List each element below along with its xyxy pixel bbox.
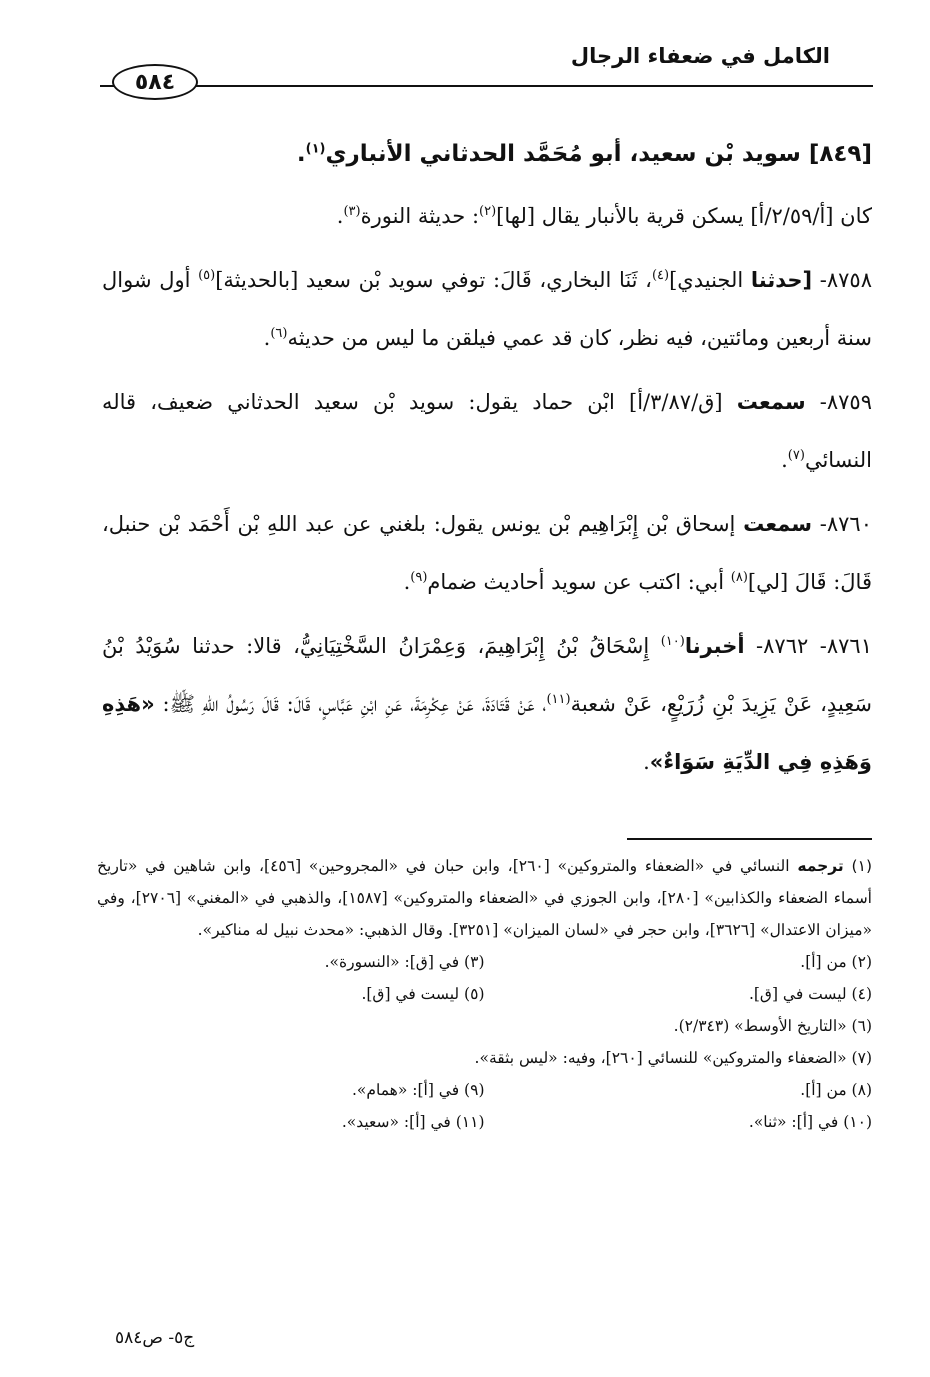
- footnote-8: (٨) من [أ].: [800, 1081, 872, 1099]
- entry-title: [102, 125, 872, 183]
- footnote-row: [97, 1074, 872, 1106]
- footnote-ref: (٣): [343, 204, 361, 219]
- entry-intro: [102, 187, 872, 245]
- footnote-3: (٣) في [ق]: «النسورة».: [324, 953, 485, 971]
- footnote-row: [97, 1106, 872, 1138]
- footnotes: [97, 850, 872, 1138]
- narration-end: .: [643, 750, 650, 774]
- footnote-ref: (١): [305, 141, 326, 157]
- intro-end: .: [336, 204, 344, 228]
- footnote-7: (٧) «الضعفاء والمتروكين» للنسائي [٢٦٠]، وفيه: «ليس بثقة».: [474, 1049, 872, 1067]
- entry-title-end: .: [296, 141, 306, 167]
- narration-keyword: سمعت: [743, 512, 812, 536]
- entry-title-text: [٨٤٩] سويد بْن سعيد، أبو مُحَمَّد الحدثاني الأنباري: [325, 141, 872, 167]
- narration-number: ٨٧٥٨-: [819, 268, 872, 292]
- narration-end: .: [781, 448, 788, 472]
- narration-8759: [102, 373, 872, 489]
- hadith-text: «هَذِهِ وَهَذِهِ فِي الدِّيَةِ سَوَاءٌ»: [102, 692, 872, 774]
- narration-keyword: سمعت: [736, 390, 806, 414]
- narration-number: ٨٧٦١- ٨٧٦٢-: [756, 634, 872, 658]
- narration-text: أول شوال سنة أربعين ومائتين، فيه نظر، كان قد عمي فيلقن ما ليس من حديثه: [102, 268, 872, 350]
- narration-text: ، عَنْ قَتَادَةَ، عَنْ عِكْرِمَةَ، عَنِ ابْنِ عَبَّاسٍ، قَالَ: قَالَ رَسُولُ اللهِ ﷺ:: [154, 692, 547, 716]
- page-reference: ج٥- ص٥٨٤: [115, 1328, 195, 1348]
- narration-text: [ق/٣/٨٧/أ] ابْن حماد يقول: سويد بْن سعيد الحدثاني ضعيف، قاله النسائي: [102, 390, 872, 472]
- footnote-ref: (٧): [787, 448, 805, 463]
- footnote-ref: (٩): [410, 570, 428, 585]
- footnote-ref: (٢): [479, 204, 497, 219]
- narration-end: .: [403, 570, 411, 594]
- footnote-text: النسائي في «الضعفاء والمتروكين» [٢٦٠]، وابن حبان في «المجروحين» [٤٥٦]، وابن شاهين في «تاريخ أسماء الضعفاء والكذابين» [٢٨٠]، وابن الجوزي في «الضعفاء والمتروكين» [١٥٨٧]، والذهبي في «المغني» [٢٧٠٦]، وفي «ميزان الاعتدال» [٣٦٢٦]، وابن حجر في «لسان الميزان» [٣٢٥١]. وقال الذهبي: «محدث نبيل له مناكير».: [97, 857, 872, 939]
- footnote-ref: (٦): [270, 326, 288, 341]
- narration-end: .: [263, 326, 271, 350]
- narration-text: أبي: اكتب عن سويد أحاديث ضمام: [427, 570, 731, 594]
- footnote-ref: (٥): [198, 268, 216, 283]
- footnote-5: (٥) ليست في [ق].: [361, 985, 485, 1003]
- narration-text: إِسْحَاقُ بْنُ إِبْرَاهِيمَ، وَعِمْرَانُ السَّخْتِيَانِيُّ، قالا: حدثنا سُوَيْدُ بْنُ سَعِيدٍ، عَنْ يَزِيدَ بْنِ زُرَيْعٍ، عَنْ شعبة: [102, 634, 873, 716]
- main-text: [102, 125, 872, 797]
- footnote-ref: (٤): [651, 268, 670, 283]
- footnote-row: [97, 946, 872, 978]
- narration-8761: [102, 617, 872, 791]
- footnote-row: [97, 978, 872, 1010]
- narration-text: إسحاق بْن إِبْرَاهِيم بْن يونس يقول: بلغني عن عبد اللهِ بْن أَحْمَد بْن حنبل، قَالَ: قَالَ [لي]: [102, 512, 872, 594]
- footnote-number: (١): [851, 857, 872, 875]
- narration-number: ٨٧٥٩-: [819, 390, 872, 414]
- footnote-separator: [627, 838, 872, 840]
- footnote-6: (٦) «التاريخ الأوسط» (٢/٣٤٣).: [673, 1017, 872, 1035]
- intro-text: كان [أ/٢/٥٩/أ] يسكن قرية بالأنبار يقال [لها]: [496, 204, 872, 228]
- footnote-ref: (٨): [730, 570, 748, 585]
- narration-8758: [102, 251, 872, 367]
- footnote-4: (٤) ليست في [ق].: [748, 985, 872, 1003]
- footnote-ref: (١١): [546, 692, 571, 707]
- narration-keyword: أخبرنا: [684, 634, 745, 658]
- narration-text: ، ثَنَا البخاري، قَالَ: توفي سويد بْن سعيد [بالحديثة]: [215, 268, 652, 292]
- page-number: ٥٨٤: [112, 64, 198, 100]
- intro-text: : حديثة النورة: [360, 204, 480, 228]
- narration-8760: [102, 495, 872, 611]
- footnote-keyword: ترجمه: [797, 857, 844, 875]
- footnote-11: (١١) في [أ]: «سعيد».: [341, 1113, 485, 1131]
- header-rule: [100, 85, 873, 87]
- footnote-2: (٢) من [أ].: [800, 953, 872, 971]
- footnote-9: (٩) في [أ]: «همام».: [351, 1081, 485, 1099]
- narration-number: ٨٧٦٠-: [819, 512, 872, 536]
- narration-text: الجنيدي]: [669, 268, 751, 292]
- footnote-1: [97, 850, 872, 946]
- footnote-ref: (١٠): [660, 634, 685, 649]
- running-title: الكامل في ضعفاء الرجال: [570, 44, 830, 68]
- footnote-10: (١٠) في [أ]: «ثنا».: [748, 1113, 872, 1131]
- narration-keyword: [حدثنا: [750, 268, 813, 292]
